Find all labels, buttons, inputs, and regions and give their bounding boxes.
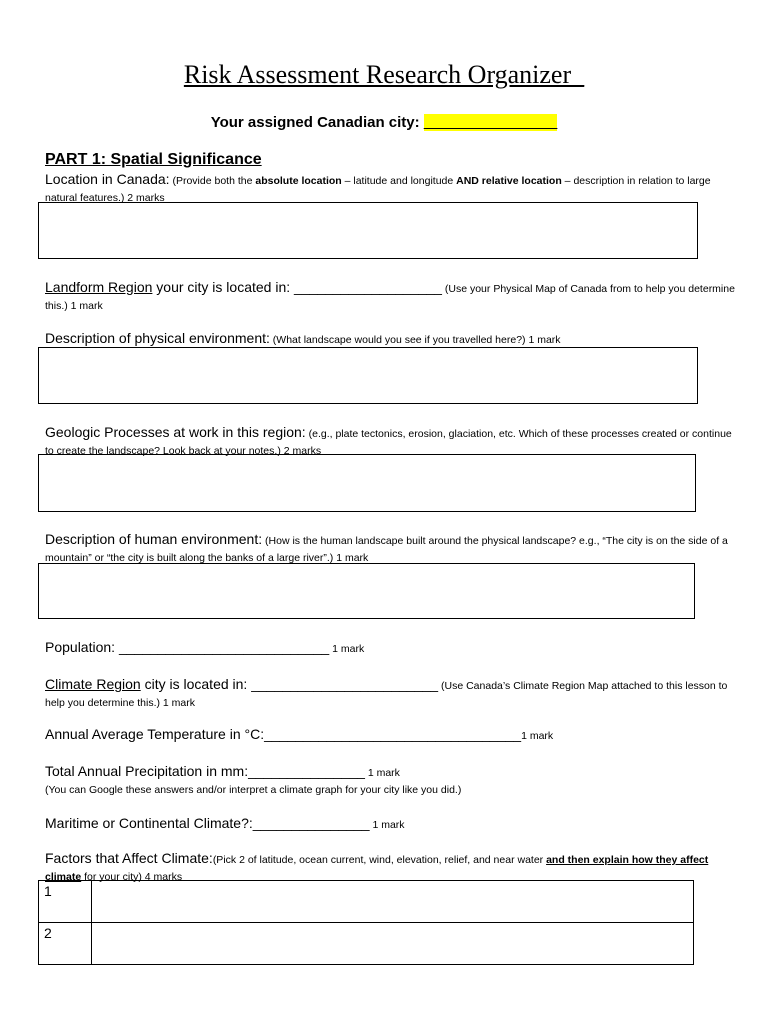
assigned-city-line [0, 114, 768, 131]
factors-table [38, 880, 694, 965]
page-title: Risk Assessment Research Organizer_ [183, 60, 585, 89]
climate-region-blank[interactable]: ________________________ [251, 676, 439, 692]
temperature-label: Annual Average Temperature in °C: [45, 726, 265, 742]
assigned-city-label: Your assigned Canadian city: [210, 114, 420, 131]
physical-question [45, 331, 735, 348]
precipitation-question [45, 764, 735, 798]
physical-answer-box[interactable] [38, 347, 698, 404]
factors-answer-cell[interactable] [92, 923, 694, 965]
location-note: (Provide both the [169, 175, 256, 187]
temperature-blank[interactable]: _________________________________ [264, 726, 522, 742]
assigned-city-blank[interactable]: ________________ [423, 114, 558, 131]
location-question [45, 172, 735, 206]
location-answer-box[interactable] [38, 202, 698, 259]
location-note: – latitude and longitude [341, 175, 457, 187]
precipitation-note: (You can Google these answers and/or interpret a climate graph for your city like you did.) [45, 784, 462, 796]
maritime-mark: 1 mark [369, 819, 405, 831]
landform-question [45, 280, 735, 314]
factors-answer-cell[interactable] [92, 881, 694, 923]
location-note: – description in relation to large natural features.) 2 marks [45, 175, 711, 204]
physical-label: Description of physical environment: [45, 330, 270, 346]
factors-row-2 [39, 923, 694, 965]
location-label: Location in Canada: [45, 171, 170, 187]
landform-label: your city is located in: [152, 279, 295, 295]
factors-note: for your city) 4 marks [81, 871, 183, 883]
temperature-question [45, 727, 735, 744]
part1-heading: PART 1: Spatial Significance [45, 151, 262, 168]
human-note: (How is the human landscape built around the physical landscape? e.g., “The city is on the side of a mountain” or “the city is built along the banks of a large river”.) 1 mark [45, 535, 728, 564]
geologic-label: Geologic Processes at work in this region: [45, 424, 306, 440]
location-bold-absolute: absolute location [255, 175, 342, 187]
human-label: Description of human environment: [45, 531, 263, 547]
maritime-label: Maritime or Continental Climate?: [45, 815, 253, 831]
factors-row-number: 2 [39, 923, 92, 965]
precipitation-mark: 1 mark [364, 767, 400, 779]
geologic-answer-box[interactable] [38, 454, 696, 512]
human-question [45, 532, 735, 566]
factors-bold-note: and then explain how they affect climate [45, 854, 709, 883]
landform-blank[interactable]: ___________________ [294, 279, 442, 295]
population-label: Population: [45, 639, 119, 655]
precipitation-blank[interactable]: _______________ [248, 763, 365, 779]
factors-note: (Pick 2 of latitude, ocean current, wind, elevation, relief, and near water [212, 854, 547, 866]
maritime-question [45, 816, 735, 833]
population-blank[interactable]: ___________________________ [118, 639, 330, 655]
population-mark: 1 mark [329, 643, 365, 655]
climate-region-label-underlined: Climate Region [45, 676, 141, 692]
location-bold-relative: AND relative location [456, 175, 562, 187]
geologic-note: (e.g., plate tectonics, erosion, glaciation, etc. Which of these processes created or continue to create the landscape? Look back at your notes.) 2 marks [45, 428, 732, 457]
landform-label-underlined: Landform Region [45, 279, 153, 295]
climate-region-question [45, 677, 735, 711]
population-question [45, 640, 735, 657]
temperature-mark: 1 mark [521, 730, 554, 742]
climate-region-label: city is located in: [140, 676, 252, 692]
climate-region-note: (Use Canada’s Climate Region Map attached to this lesson to help you determine this.) 1 mark [45, 680, 728, 709]
human-answer-box[interactable] [38, 563, 695, 619]
landform-note: (Use your Physical Map of Canada from to help you determine this.) 1 mark [45, 283, 735, 312]
factors-label: Factors that Affect Climate: [45, 850, 213, 866]
factors-row-1 [39, 881, 694, 923]
maritime-blank[interactable]: _______________ [252, 815, 370, 831]
physical-note: (What landscape would you see if you travelled here?) 1 mark [269, 334, 561, 346]
factors-row-number: 1 [39, 881, 92, 923]
precipitation-label: Total Annual Precipitation in mm: [45, 763, 249, 779]
